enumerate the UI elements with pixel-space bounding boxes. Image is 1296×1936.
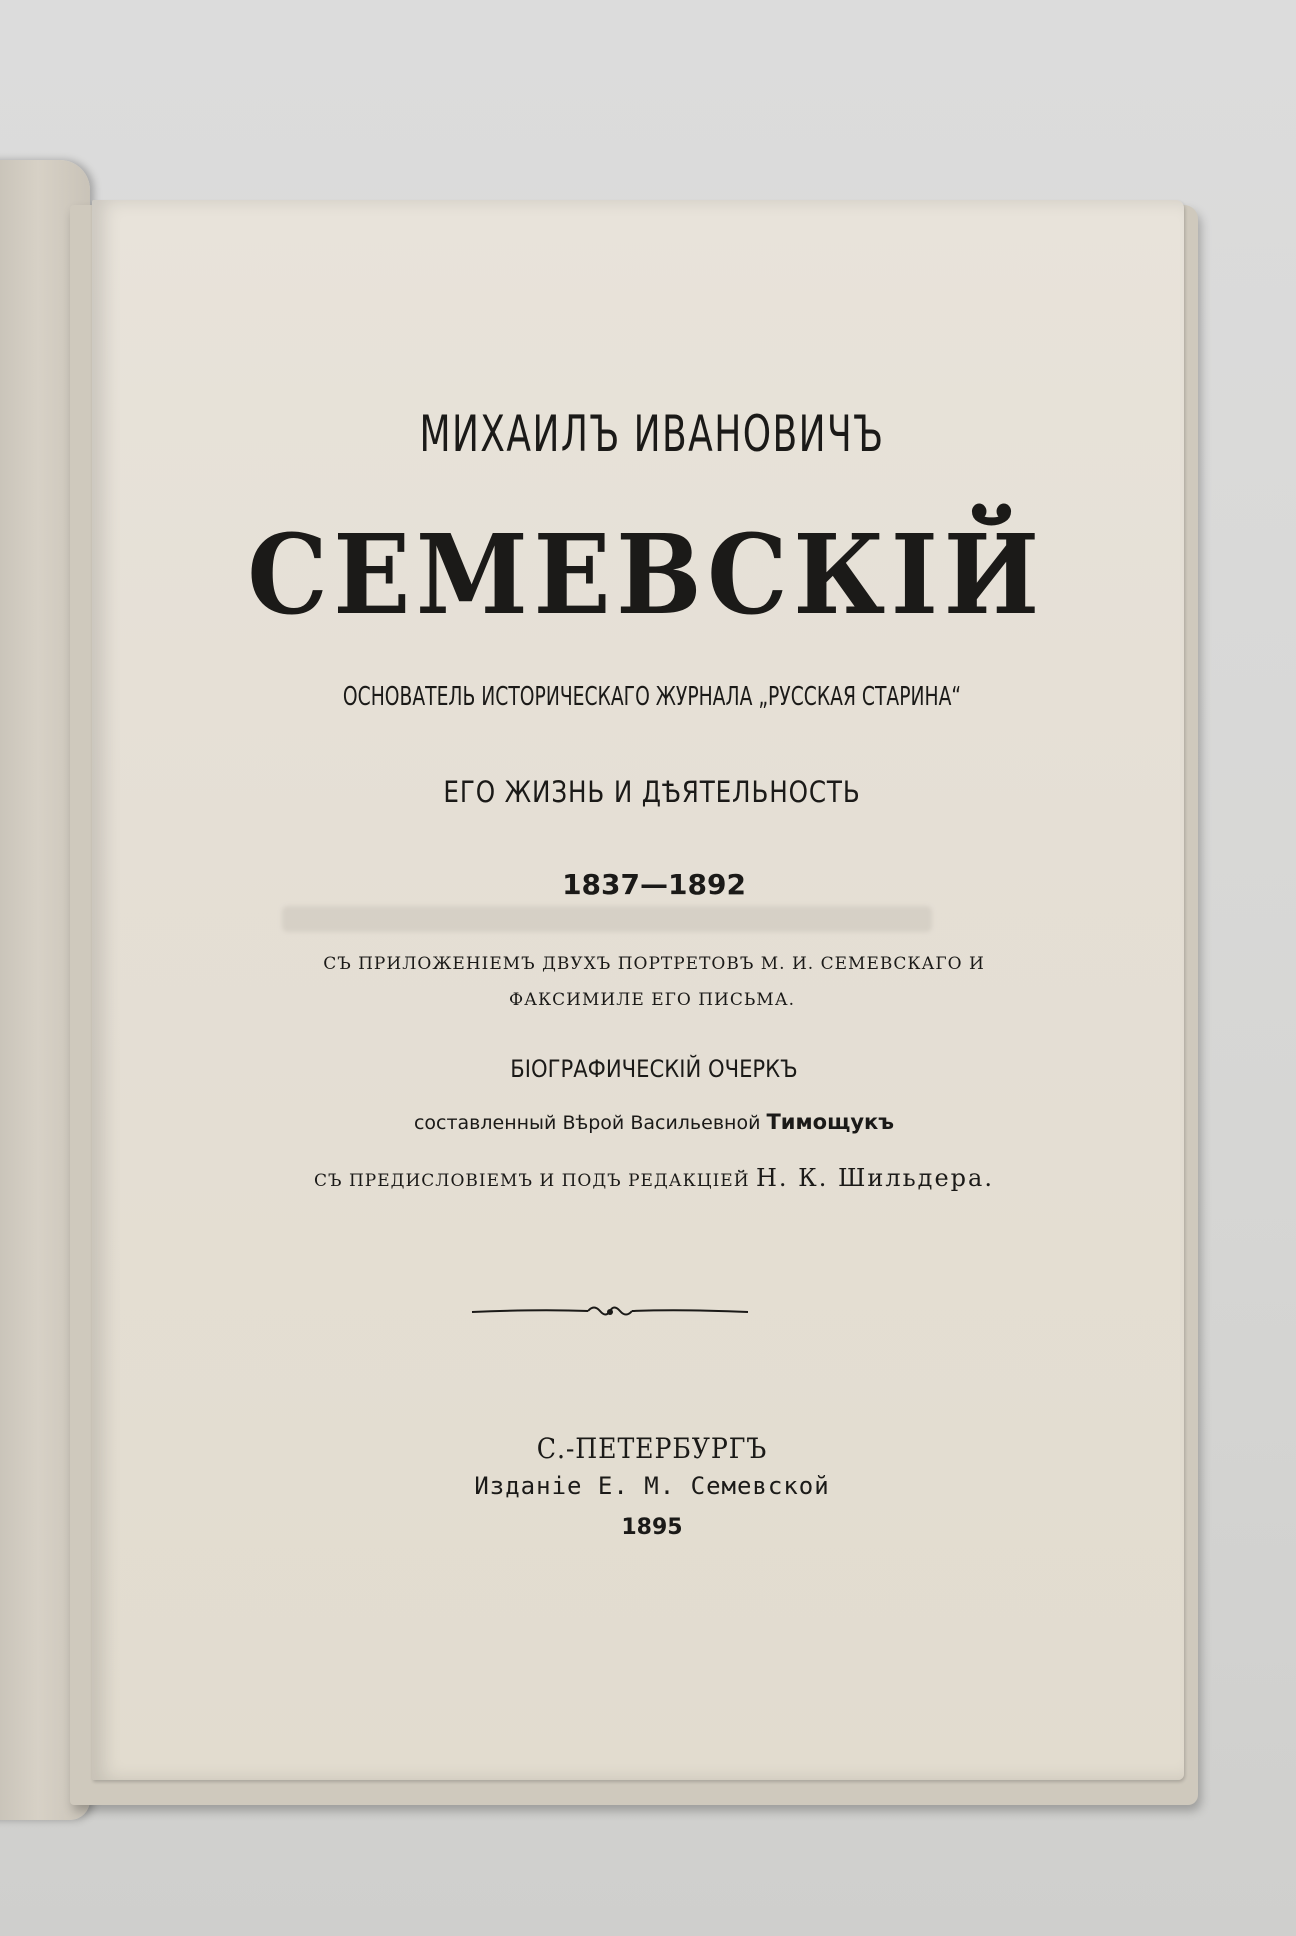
- appendix-note-line1: СЪ ПРИЛОЖЕНIЕМЪ ДВУХЪ ПОРТРЕТОВЪ М. И. СЕМЕВСКАГО И: [323, 954, 985, 974]
- publication-year: 1895: [621, 1515, 683, 1540]
- appendix-note-line2: ФАКСИМИЛЕ ЕГО ПИСЬМА.: [508, 990, 795, 1010]
- publisher: Изданiе Е. М. Семевской: [474, 1472, 830, 1500]
- author-surname: СЕМЕВСКIЙ: [247, 510, 1045, 639]
- compiler-name: Тимощукъ: [766, 1110, 895, 1134]
- preface-editor-line: [6, 1164, 1296, 1192]
- ink-smudge: [282, 906, 932, 932]
- compiled-by-line: [6, 1110, 1296, 1134]
- compiled-by-prefix: составленный Вѣрой Васильевной: [413, 1112, 761, 1134]
- ornament-divider-icon: [470, 1300, 750, 1324]
- essay-type-label: БIОГРАФИЧЕСКIЙ ОЧЕРКЪ: [510, 1055, 798, 1083]
- preface-prefix: СЪ ПРЕДИСЛОВIЕМЪ И ПОДЪ РЕДАКЦIЕЙ: [314, 1171, 750, 1191]
- editor-name: Н. К. Шильдера.: [755, 1164, 994, 1192]
- author-first-names: МИХАИЛЪ ИВАНОВИЧЪ: [419, 405, 885, 463]
- publication-city: С.-ПЕТЕРБУРГЪ: [536, 1432, 768, 1465]
- life-and-work-heading: ЕГО ЖИЗНЬ И ДѢЯТЕЛЬНОСТЬ: [443, 775, 861, 809]
- subtitle: ОСНОВАТЕЛЬ ИСТОРИЧЕСКАГО ЖУРНАЛА „РУССКАЯ СТАРИНА“: [342, 682, 962, 712]
- life-years: 1837—1892: [562, 868, 746, 901]
